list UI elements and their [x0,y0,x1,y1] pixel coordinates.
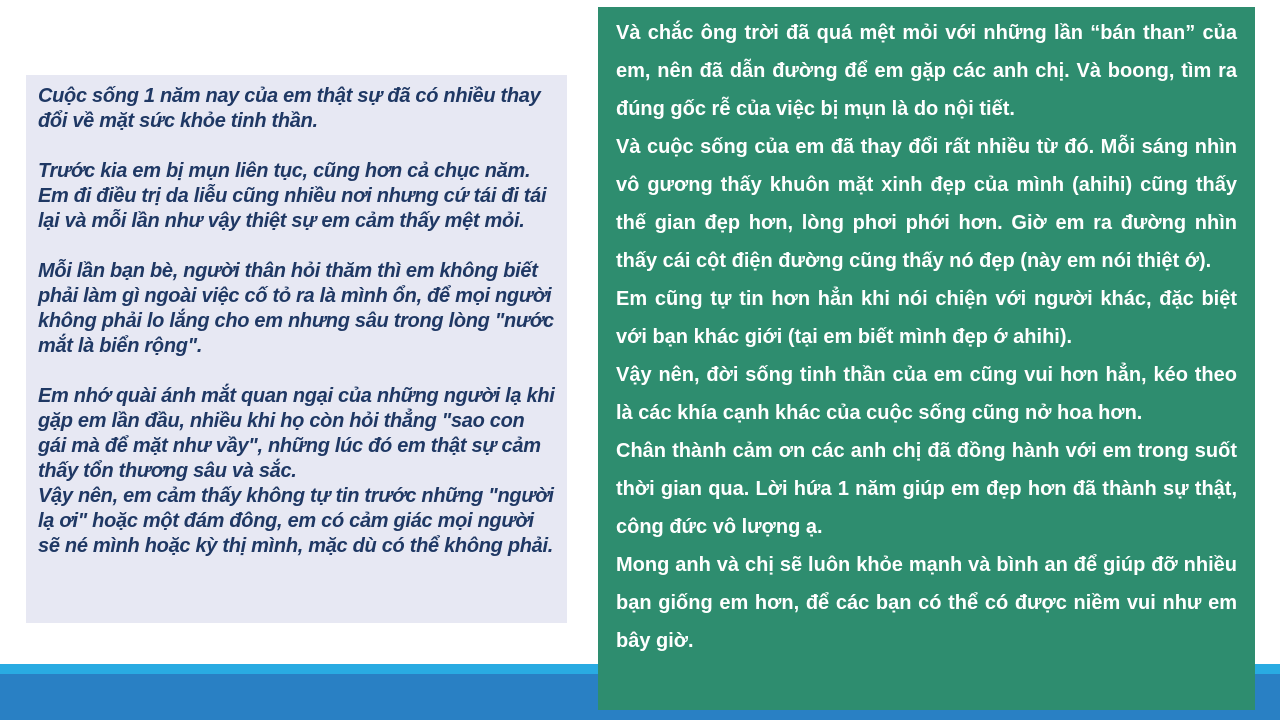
before-paragraph-5: Vậy nên, em cảm thấy không tự tin trước những "người lạ ơi" hoặc một đám đông, em có cảm giác mọi người sẽ né mình hoặc kỳ thị mình, mặc dù có thể không phải. [38,485,554,557]
testimonial-before-panel [26,75,567,623]
after-paragraph-1: Và chắc ông trời đã quá mệt mỏi với những lần “bán than” của em, nên đã dẫn đường để em gặp các anh chị. Và boong, tìm ra đúng gốc rễ của việc bị mụn là do nội tiết. [616,22,1237,120]
before-paragraph-4: Em nhớ quài ánh mắt quan ngại của những người lạ khi gặp em lần đầu, nhiều khi họ còn hỏi thẳng "sao con gái mà để mặt như vầy", những lúc đó em thật sự cảm thấy tổn thương sâu và sắc. [38,385,555,482]
after-paragraph-3: Em cũng tự tin hơn hẳn khi nói chiện với người khác, đặc biệt với bạn khác giới (tại em biết mình đẹp ớ ahihi). [616,288,1237,348]
before-paragraph-3: Mỗi lần bạn bè, người thân hỏi thăm thì em không biết phải làm gì ngoài việc cố tỏ ra là mình ổn, để mọi người không phải lo lắng cho em nhưng sâu trong lòng "nước mắt là biển rộng". [38,260,554,357]
before-paragraph-2: Trước kia em bị mụn liên tục, cũng hơn cả chục năm. Em đi điều trị da liễu cũng nhiều nơi nhưng cứ tái đi tái lại và mỗi lần như vậy thiệt sự em cảm thấy mệt mỏi. [38,160,547,232]
after-paragraph-4: Vậy nên, đời sống tinh thần của em cũng vui hơn hẳn, kéo theo là các khía cạnh khác của cuộc sống cũng nở hoa hơn. [616,364,1237,424]
testimonial-after-panel [598,7,1255,710]
before-paragraph-1: Cuộc sống 1 năm nay của em thật sự đã có nhiều thay đổi về mặt sức khỏe tinh thần. [38,85,541,132]
after-paragraph-6: Mong anh và chị sẽ luôn khỏe mạnh và bình an để giúp đỡ nhiều bạn giống em hơn, để các bạn có thể có được niềm vui như em bây giờ. [616,554,1237,652]
after-paragraph-5: Chân thành cảm ơn các anh chị đã đồng hành với em trong suốt thời gian qua. Lời hứa 1 năm giúp em đẹp hơn đã thành sự thật, công đức vô lượng ạ. [616,440,1237,538]
after-paragraph-2: Và cuộc sống của em đã thay đổi rất nhiều từ đó. Mỗi sáng nhìn vô gương thấy khuôn mặt xinh đẹp của mình (ahihi) cũng thấy thế gian đẹp hơn, lòng phơi phới hơn. Giờ em ra đường nhìn thấy cái cột điện đường cũng thấy nó đẹp (này em nói thiệt ớ). [616,136,1237,272]
